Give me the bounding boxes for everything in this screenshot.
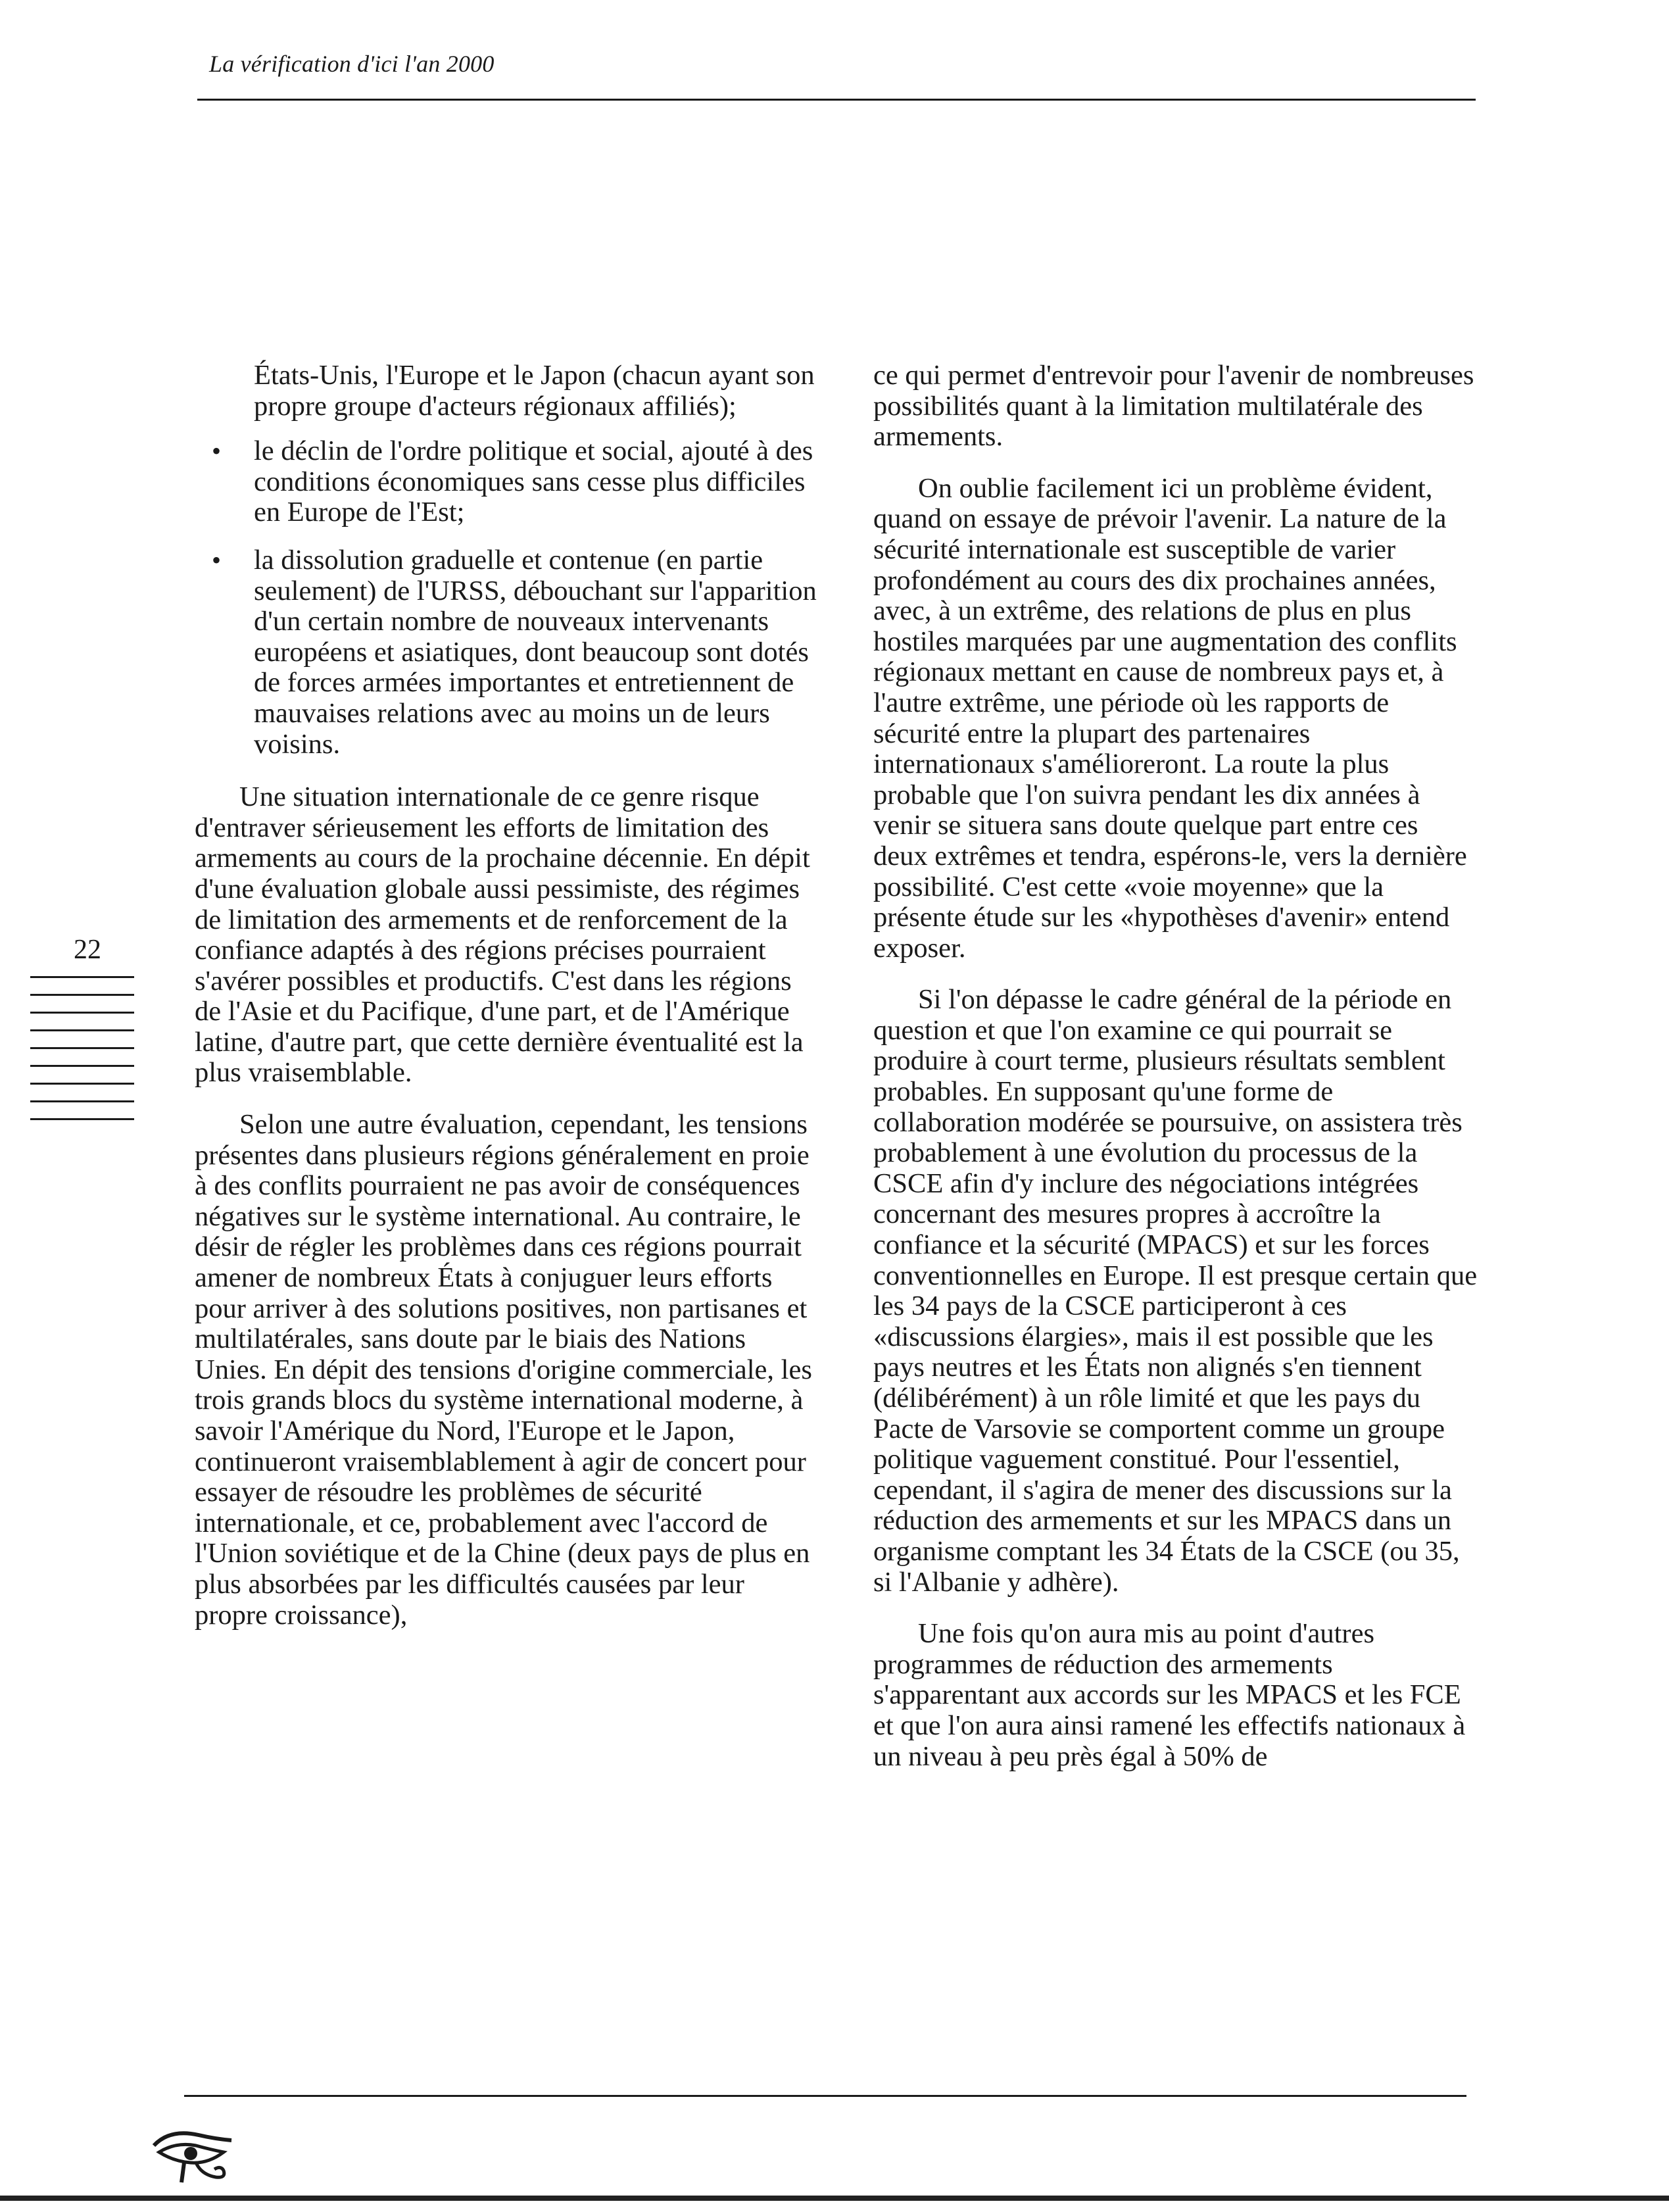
list-item-text: la dissolution graduelle et contenue (en partie seulement) de l'URSS, débouchant sur l'apparition d'un certain nombre de nouveaux intervenants européens et asiatiques, dont beaucoup sont dotés de forces armées importantes et entretiennent de mauvaises relations avec au moins un de leurs voisins. [254, 544, 817, 760]
continued-text: ce qui permet d'entrevoir pour l'avenir de nombreuses possibilités quant à la limitation multilatérale des armements. [873, 360, 1474, 453]
bullet-icon: • [212, 545, 222, 575]
right-column [873, 360, 1478, 1793]
scan-edge [0, 2196, 1669, 2201]
header-rule [197, 99, 1476, 101]
paragraph: Selon une autre évaluation, cependant, les tensions présentes dans plusieurs régions généralement en proie à des conflits pourraient ne pas avoir de conséquences négatives sur le système international. Au contraire, le désir de régler les problèmes dans ces régions pourrait amener de nombreux États à conjuguer leurs efforts pour arriver à des solutions positives, non partisanes et multilatérales, sans doute par le biais des Nations Unies. En dépit des tensions d'origine commerciale, les trois grands blocs du système international moderne, à savoir l'Amérique du Nord, l'Europe et le Japon, continueront vraisemblablement à agir de concert pour essayer de résoudre les problèmes de sécurité internationale, et ce, probablement avec l'accord de l'Union soviétique et de la Chine (deux pays de plus en plus absorbées par les difficultés causées par leur propre croissance), [195, 1109, 812, 1631]
left-column [195, 360, 819, 1652]
paragraph: Une fois qu'on aura mis au point d'autres programmes de réduction des armements s'apparentant aux accords sur les MPACS et les FCE et que l'on aura ainsi ramené les effectifs nationaux à un niveau à peu près égal à 50% de [873, 1618, 1466, 1772]
list-item [195, 545, 819, 760]
paragraph: On oublie facilement ici un problème évident, quand on essaye de prévoir l'avenir. La nature de la sécurité internationale est susceptible de varier profondément au cours des dix prochaines années, avec, à un extrême, des relations de plus en plus hostiles marquées par une augmentation des conflits régionaux mettant en cause de nombreux pays et, à l'autre extrême, une période où les rapports de sécurité entre la plupart des partenaires internationaux s'amélioreront. La route la plus probable que l'on suivra pendant les dix années à venir se situera sans doute quelque part entre ces deux extrêmes et tendra, espérons-le, vers la dernière possibilité. C'est cette «voie moyenne» que la présente étude sur les «hypothèses d'avenir» entend exposer. [873, 472, 1467, 964]
margin-decoration [30, 976, 134, 1136]
list-item [195, 436, 819, 528]
list-item-text: le déclin de l'ordre politique et social, ajouté à des conditions économiques sans cesse plus difficiles en Europe de l'Est; [254, 435, 813, 528]
paragraph: Si l'on dépasse le cadre général de la période en question et que l'on examine ce qui pourrait se produire à court terme, plusieurs résultats semblent probables. En supposant qu'une forme de collaboration modérée se poursuive, on assistera très probablement à une évolution du processus de la CSCE afin d'y inclure des négociations intégrées concernant des mesures propres à accroître la confiance et la sécurité (MPACS) et sur les forces conventionnelles en Europe. Il est presque certain que les 34 pays de la CSCE participeront à ces «discussions élargies», mais il est possible que les pays neutres et les États non alignés s'en tiennent (délibérément) à un rôle limité et que les pays du Pacte de Varsovie se comportent comme un groupe politique vaguement constitué. Pour l'essentiel, cependant, il s'agira de mener des discussions sur la réduction des armements et sur les MPACS dans un organisme comptant les 34 États de la CSCE (ou 35, si l'Albanie y adhère). [873, 984, 1478, 1598]
bullet-icon: • [212, 436, 222, 466]
bullet-list [195, 436, 819, 760]
running-title: La vérification d'ici l'an 2000 [209, 51, 495, 77]
continued-text: États-Unis, l'Europe et le Japon (chacun ayant son propre groupe d'acteurs régionaux affiliés); [254, 360, 815, 422]
footer-rule [184, 2095, 1466, 2097]
paragraph: Une situation internationale de ce genre risque d'entraver sérieusement les efforts de limitation des armements au cours de la prochaine décennie. En dépit d'une évaluation globale aussi pessimiste, des régimes de limitation des armements et de renforcement de la confiance adaptés à des régions précises pourraient s'avérer possibles et productifs. C'est dans les régions de l'Asie et du Pacifique, d'une part, et de l'Amérique latine, d'autre part, que cette dernière éventualité est la plus vraisemblable. [195, 781, 810, 1089]
page-number: 22 [74, 935, 101, 965]
eye-of-horus-icon [150, 2126, 235, 2186]
